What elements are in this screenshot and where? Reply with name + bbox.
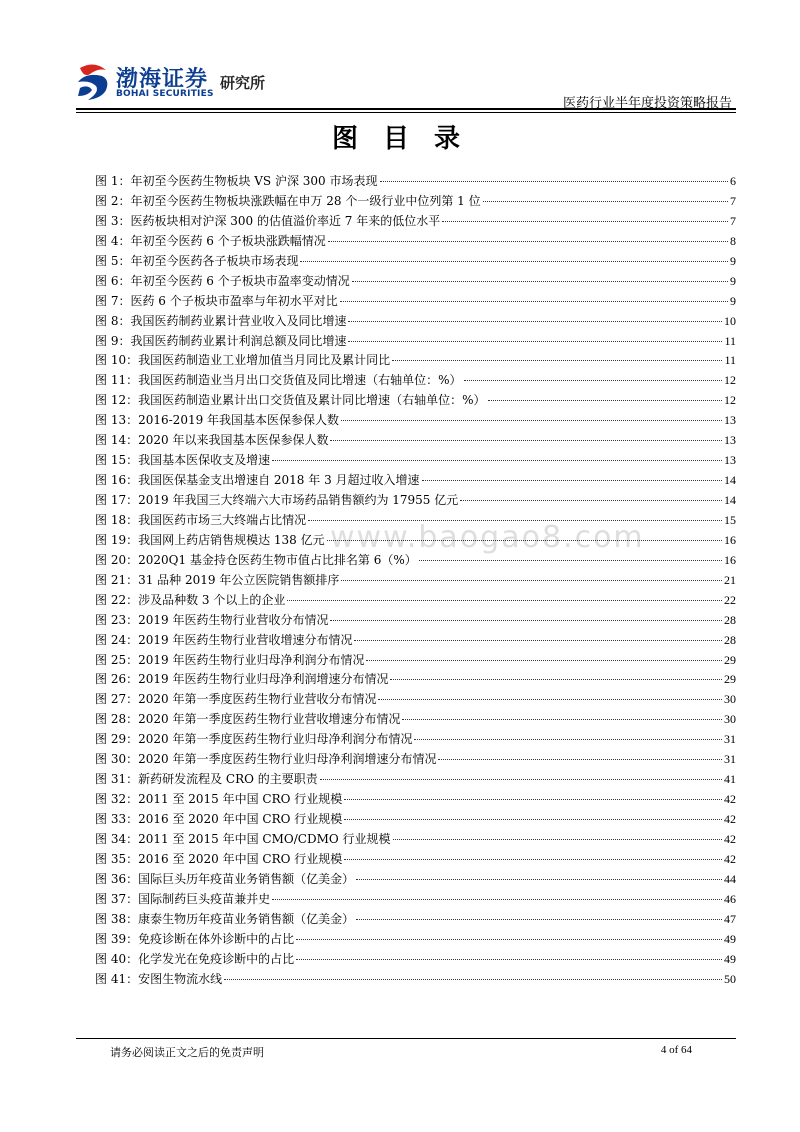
toc-entry[interactable] (95, 471, 736, 491)
toc-entry-page: 29 (724, 672, 736, 687)
toc-entry-page: 42 (724, 812, 736, 826)
toc-dot-leader (272, 460, 722, 461)
toc-entry-page: 42 (724, 792, 736, 807)
toc-entry[interactable] (95, 631, 736, 651)
toc-dot-leader (356, 919, 722, 920)
toc-entry-label: 图 16：我国医保基金支出增速自 2018 年 3 月超过收入增速 (95, 473, 420, 488)
toc-entry-page: 16 (724, 532, 736, 547)
toc-dot-leader (366, 660, 722, 661)
toc-entry-page: 7 (730, 213, 736, 228)
toc-entry[interactable] (95, 930, 736, 950)
logo-chinese-name: 渤海证券 (116, 67, 209, 92)
toc-entry-page: 21 (724, 572, 736, 587)
toc-entry[interactable] (95, 272, 736, 292)
toc-dot-leader (287, 600, 722, 601)
toc-entry[interactable] (95, 830, 736, 850)
toc-entry-page: 9 (730, 293, 736, 308)
toc-dot-leader (348, 321, 722, 322)
toc-entry[interactable] (95, 371, 736, 391)
toc-dot-leader (296, 939, 722, 940)
toc-entry[interactable] (95, 710, 736, 730)
toc-entry-page: 42 (724, 831, 736, 846)
footer-disclaimer: 请务必阅读正文之后的免责声明 (110, 1046, 264, 1059)
toc-dot-leader (442, 221, 728, 222)
report-title: 医药行业半年度投资策略报告 (562, 96, 732, 111)
toc-entry[interactable] (95, 810, 736, 830)
toc-entry-page: 28 (724, 632, 736, 647)
toc-entry-label: 图 38：康泰生物历年疫苗业务销售额（亿美金） (95, 911, 355, 926)
toc-dot-leader (344, 799, 722, 800)
toc-dot-leader (402, 719, 722, 720)
toc-entry[interactable] (95, 571, 736, 591)
toc-dot-leader (330, 620, 722, 621)
toc-entry[interactable] (95, 332, 736, 352)
toc-dot-leader (390, 679, 722, 680)
toc-entry-page: 44 (724, 871, 736, 886)
toc-entry-label: 图 3：医药板块相对沪深 300 的估值溢价率近 7 年来的低位水平 (95, 213, 441, 228)
toc-entry-page: 6 (730, 174, 736, 188)
toc-entry[interactable] (95, 351, 736, 371)
toc-dot-leader (488, 400, 723, 401)
toc-dot-leader (483, 201, 728, 202)
toc-entry-label: 图 39：免疫诊断在体外诊断中的占比 (95, 931, 295, 946)
toc-entry-page: 9 (730, 273, 736, 288)
toc-entry-label: 图 18：我国医药市场三大终端占比情况 (95, 512, 307, 527)
toc-dot-leader (356, 879, 722, 880)
toc-dot-leader (344, 859, 722, 860)
toc-entry-label: 图 35：2016 至 2020 年中国 CRO 行业规模 (95, 851, 343, 866)
toc-entry[interactable] (95, 172, 736, 192)
toc-entry-page: 14 (724, 473, 736, 488)
toc-entry[interactable] (95, 591, 736, 611)
toc-entry-label: 图 26：2019 年医药生物行业归母净利润增速分布情况 (95, 672, 389, 687)
toc-entry-label: 图 27：2020 年第一季度医药生物行业营收分布情况 (95, 692, 377, 707)
toc-entry[interactable] (95, 411, 736, 431)
toc-entry[interactable] (95, 232, 736, 252)
toc-entry-page: 12 (724, 373, 736, 388)
toc-entry-label: 图 17：2019 年我国三大终端六大市场药品销售额约为 17955 亿元 (95, 493, 459, 507)
toc-entry-page: 9 (730, 253, 736, 268)
page-title: 图 目 录 (331, 124, 469, 154)
toc-dot-leader (464, 380, 723, 381)
toc-entry-page: 30 (724, 712, 736, 727)
toc-entry[interactable] (95, 491, 736, 511)
toc-entry[interactable] (95, 192, 736, 212)
toc-entry-page: 16 (724, 552, 736, 567)
toc-entry-label: 图 37：国际制药巨头疫苗兼并史 (95, 891, 271, 906)
toc-entry-label: 图 5：年初至今医药各子板块市场表现 (95, 253, 299, 268)
toc-entry[interactable] (95, 730, 736, 750)
toc-entry-label: 图 10：我国医药制造业工业增加值当月同比及累计同比 (95, 353, 391, 368)
header-rule-thin (76, 112, 736, 113)
toc-dot-leader (414, 739, 722, 740)
toc-entry[interactable] (95, 252, 736, 272)
toc-entry-label: 图 11：我国医药制造业当月出口交货值及同比增速（右轴单位：%） (95, 373, 462, 388)
toc-entry-label: 图 28：2020 年第一季度医药生物行业营收增速分布情况 (95, 712, 401, 727)
toc-dot-leader (272, 899, 722, 900)
toc-dot-leader (380, 181, 729, 182)
toc-entry-page: 13 (724, 433, 736, 448)
toc-dot-leader (419, 560, 722, 561)
footer-rule (76, 1038, 736, 1039)
toc-entry[interactable] (95, 850, 736, 870)
toc-entry-label: 图 41：安图生物流水线 (95, 971, 223, 986)
toc-entry[interactable] (95, 950, 736, 970)
toc-entry-label: 图 13：2016-2019 年我国基本医保参保人数 (95, 413, 340, 428)
toc-entry-page: 8 (730, 233, 736, 248)
toc-entry-page: 30 (724, 692, 736, 707)
toc-entry-label: 图 22：涉及品种数 3 个以上的企业 (95, 592, 286, 607)
toc-entry-label: 图 9：我国医药制药业累计利润总额及同比增速 (95, 333, 347, 348)
toc-entry-label: 图 34：2011 至 2015 年中国 CMO/CDMO 行业规模 (95, 831, 391, 846)
toc-entry-page: 49 (724, 931, 736, 946)
toc-entry[interactable] (95, 750, 736, 770)
toc-dot-leader (438, 759, 722, 760)
toc-entry[interactable] (95, 292, 736, 312)
toc-dot-leader (224, 979, 722, 980)
toc-entry-label: 图 21：31 品种 2019 年公立医院销售额排序 (95, 572, 340, 587)
toc-entry-label: 图 20：2020Q1 基金持仓医药生物市值占比排名第 6（%） (95, 552, 417, 567)
toc-dot-leader (300, 261, 728, 262)
toc-entry[interactable] (95, 790, 736, 810)
toc-dot-leader (422, 480, 722, 481)
toc-dot-leader (341, 420, 722, 421)
toc-dot-leader (320, 779, 722, 780)
toc-entry-label: 图 36：国际巨头历年疫苗业务销售额（亿美金） (95, 871, 355, 886)
toc-entry-label: 图 40：化学发光在免疫诊断中的占比 (95, 951, 295, 966)
toc-entry-page: 50 (724, 971, 736, 986)
toc-entry-page: 11 (724, 353, 736, 368)
toc-dot-leader (328, 241, 728, 242)
toc-entry-label: 图 25：2019 年医药生物行业归母净利润分布情况 (95, 652, 365, 667)
header-rule (76, 108, 736, 110)
toc-entry-label: 图 29：2020 年第一季度医药生物行业归母净利润分布情况 (95, 732, 413, 747)
toc-entry[interactable] (95, 651, 736, 671)
toc-dot-leader (460, 500, 722, 501)
toc-entry-label: 图 4：年初至今医药 6 个子板块涨跌幅情况 (95, 233, 326, 248)
toc-dot-leader (348, 341, 722, 342)
toc-dot-leader (378, 699, 722, 700)
toc-entry-label: 图 7：医药 6 个子板块市盈率与年初水平对比 (95, 293, 338, 308)
watermark: www.baogao8.com (330, 520, 645, 555)
toc-entry-page: 49 (724, 951, 736, 966)
toc-dot-leader (393, 839, 722, 840)
toc-entry-label: 图 8：我国医药制药业累计营业收入及同比增速 (95, 313, 347, 328)
toc-entry-label: 图 2：年初至今医药生物板块涨跌幅在申万 28 个一级行业中位列第 1 位 (95, 193, 481, 208)
toc-entry[interactable] (95, 312, 736, 332)
institute-name: 研究所 (220, 74, 266, 92)
toc-entry[interactable] (95, 890, 736, 910)
toc-entry-label: 图 24：2019 年医药生物行业营收增速分布情况 (95, 632, 353, 647)
logo-english-name: BOHAI SECURITIES (116, 89, 214, 99)
toc-entry[interactable] (95, 770, 736, 790)
toc-entry-label: 图 12：我国医药制造业累计出口交货值及累计同比增速（右轴单位：%） (95, 393, 486, 408)
toc-entry-page: 7 (730, 193, 736, 208)
toc-entry-page: 41 (724, 772, 736, 787)
toc-dot-leader (354, 640, 722, 641)
company-logo (76, 62, 276, 104)
toc-entry[interactable] (95, 551, 736, 571)
toc-dot-leader (352, 281, 728, 282)
toc-entry[interactable] (95, 391, 736, 411)
toc-entry-page: 31 (724, 752, 736, 767)
toc-entry-page: 11 (724, 333, 736, 348)
toc-dot-leader (327, 540, 722, 541)
toc-entry-label: 图 14：2020 年以来我国基本医保参保人数 (95, 433, 329, 448)
toc-entry-page: 29 (724, 652, 736, 667)
toc-dot-leader (392, 360, 722, 361)
toc-entry[interactable] (95, 970, 736, 990)
figure-list (95, 172, 736, 989)
toc-entry[interactable] (95, 670, 736, 690)
toc-entry-page: 46 (724, 891, 736, 906)
toc-dot-leader (344, 819, 722, 820)
toc-entry[interactable] (95, 690, 736, 710)
toc-entry-page: 14 (724, 493, 736, 507)
toc-entry-page: 22 (724, 592, 736, 607)
bohai-logo-mark-icon (76, 62, 112, 102)
toc-entry-page: 28 (724, 612, 736, 627)
toc-entry-label: 图 23：2019 年医药生物行业营收分布情况 (95, 612, 329, 627)
toc-entry-page: 42 (724, 851, 736, 866)
toc-entry[interactable] (95, 611, 736, 631)
toc-dot-leader (308, 520, 722, 521)
toc-entry-page: 15 (724, 512, 736, 527)
toc-dot-leader (341, 580, 722, 581)
page-number: 4 of 64 (660, 1044, 692, 1056)
toc-entry[interactable] (95, 431, 736, 451)
toc-dot-leader (340, 301, 728, 302)
toc-dot-leader (296, 959, 722, 960)
toc-entry-label: 图 6：年初至今医药 6 个子板块市盈率变动情况 (95, 273, 350, 288)
toc-entry[interactable] (95, 870, 736, 890)
toc-entry[interactable] (95, 451, 736, 471)
toc-dot-leader (330, 440, 722, 441)
toc-entry-label: 图 31：新药研发流程及 CRO 的主要职责 (95, 772, 318, 787)
toc-entry-page: 13 (724, 413, 736, 428)
toc-entry-label: 图 33：2016 至 2020 年中国 CRO 行业规模 (95, 812, 343, 826)
toc-entry-page: 47 (724, 911, 736, 926)
toc-entry-page: 10 (724, 313, 736, 328)
toc-entry-label: 图 30：2020 年第一季度医药生物行业归母净利润增速分布情况 (95, 752, 437, 767)
toc-entry-label: 图 15：我国基本医保收支及增速 (95, 453, 271, 468)
toc-entry-label: 图 32：2011 至 2015 年中国 CRO 行业规模 (95, 792, 343, 807)
toc-entry[interactable] (95, 910, 736, 930)
toc-entry[interactable] (95, 212, 736, 232)
toc-entry[interactable] (95, 531, 736, 551)
toc-entry-page: 13 (724, 453, 736, 468)
toc-entry-label: 图 1：年初至今医药生物板块 VS 沪深 300 市场表现 (95, 174, 378, 188)
toc-entry[interactable] (95, 511, 736, 531)
toc-entry-label: 图 19：我国网上药店销售规模达 138 亿元 (95, 532, 325, 547)
toc-entry-page: 31 (724, 732, 736, 747)
toc-entry-page: 12 (724, 393, 736, 408)
